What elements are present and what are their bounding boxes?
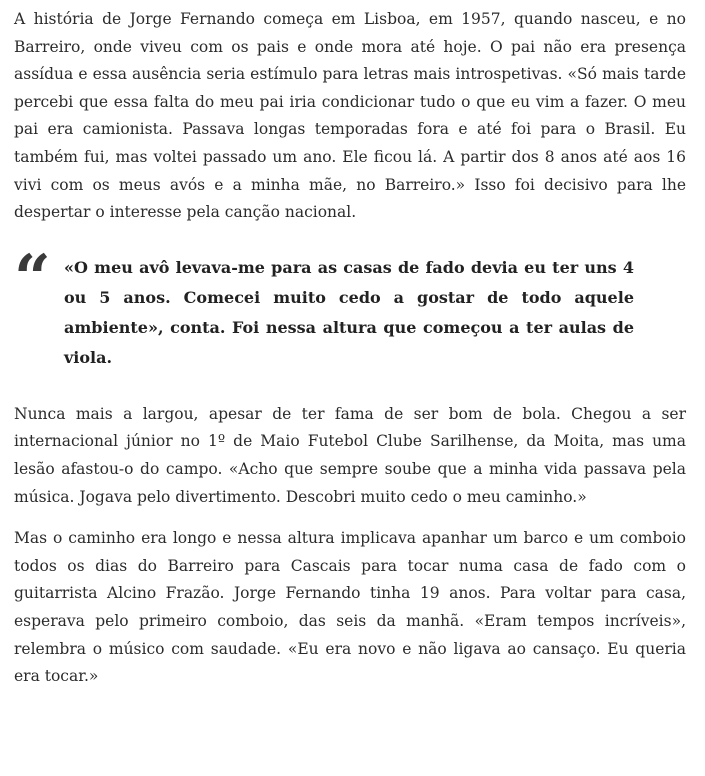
article-paragraph-2: Nunca mais a largou, apesar de ter fama de ser bom de bola. Chegou a ser internacional júnior no 1º de Maio Futebol Clube Sarilhense, da Moita, mas uma lesão afastou-o do campo. «Acho que sempre soube que a minha vida passava pela música. Jogava pelo divertimento. Descobri muito cedo o meu caminho.» [14,404,686,506]
article-paragraph-3: Mas o caminho era longo e nessa altura implicava apanhar um barco e um comboio todos os dias do Barreiro para Cascais para tocar numa casa de fado com o guitarrista Alcino Frazão. Jorge Fernando tinha 19 anos. Para voltar para casa, esperava pelo primeiro comboio, das seis da manhã. «Eram tempos incríveis», relembra o músico com saudade. «Eu era novo e não ligava ao cansaço. Eu queria era tocar.» [14,529,686,686]
article-body [14,6,686,691]
article-paragraph-1: A história de Jorge Fernando começa em Lisboa, em 1957, quando nasceu, e no Barreiro, onde viveu com os pais e onde mora até hoje. O pai não era presença assídua e essa ausência seria estímulo para letras mais introspetivas. «Só mais tarde percebi que essa falta do meu pai iria condicionar tudo o que eu vim a fazer. O meu pai era camionista. Passava longas temporadas fora e até foi para o Brasil. Eu também fui, mas voltei passado um ano. Ele ficou lá. A partir dos 8 anos até aos 16 vivi com os meus avós e a minha mãe, no Barreiro.» Isso foi decisivo para lhe despertar o interesse pela canção nacional. [14,10,686,222]
pull-quote-text: «O meu avô levava-me para as casas de fado devia eu ter uns 4 ou 5 anos. Comecei muito cedo a gostar de todo aquele ambiente», conta. Foi nessa altura que começou a ter aulas de viola. [64,257,634,367]
pull-quote [14,240,686,373]
quotation-mark-icon: “ [14,240,51,316]
